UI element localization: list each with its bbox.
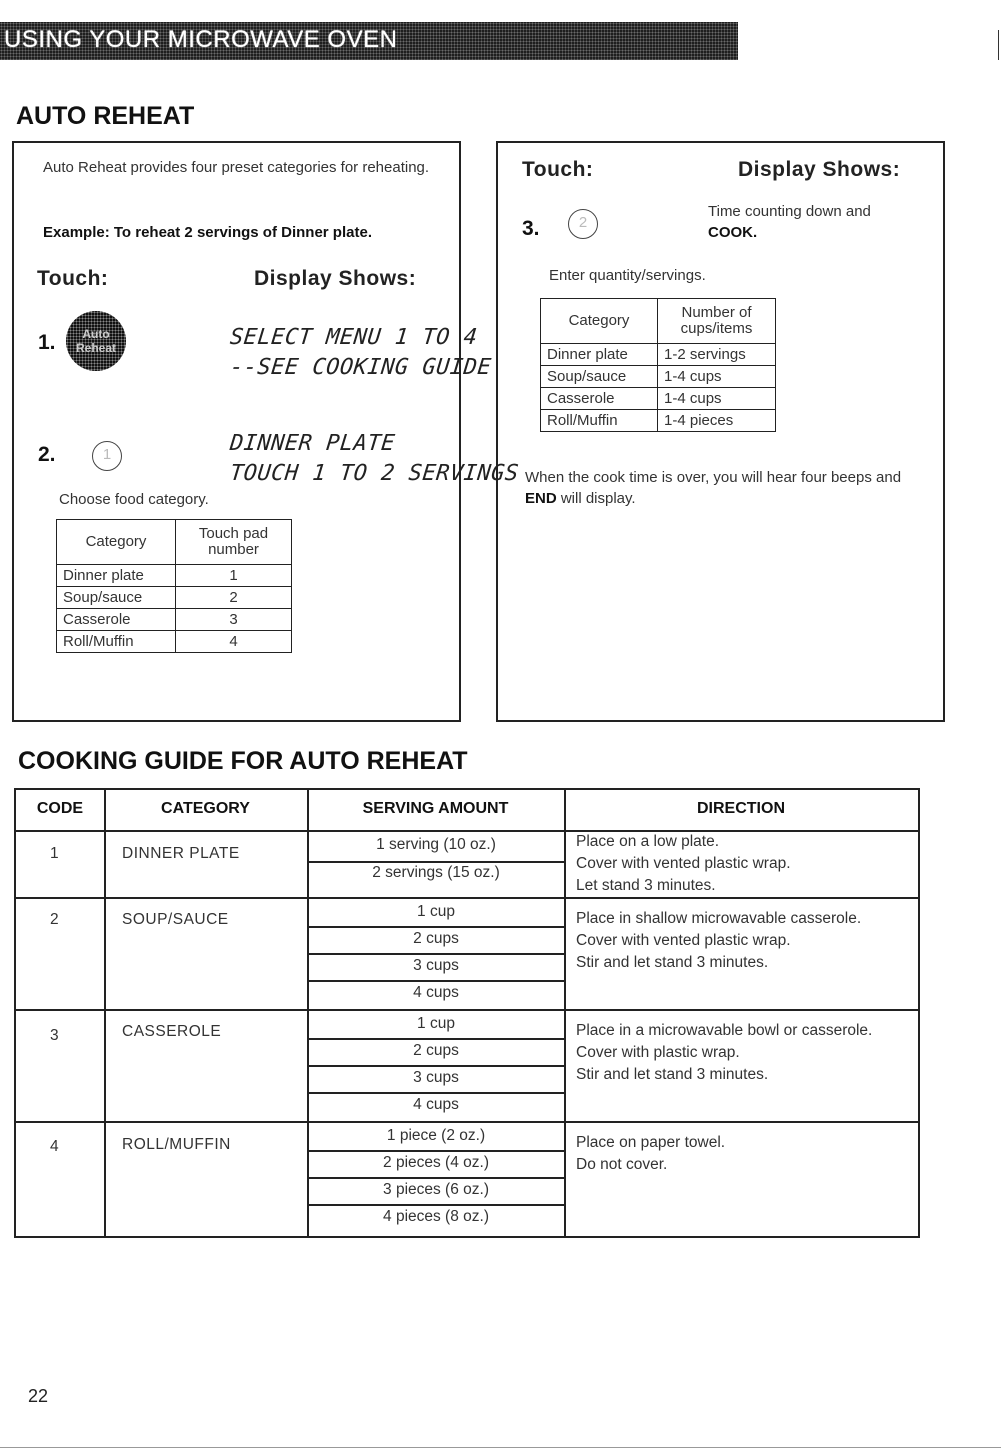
serving-item: 2 servings (15 oz.) bbox=[372, 864, 500, 881]
direction-line: Cover with vented plastic wrap. bbox=[576, 855, 791, 872]
table-cell: Dinner plate bbox=[541, 344, 658, 366]
auto-reheat-button-line1: Auto bbox=[82, 327, 110, 341]
step-2-number: 2. bbox=[38, 443, 56, 466]
section-header-title: USING YOUR MICROWAVE OVEN bbox=[4, 26, 398, 53]
serving-divider bbox=[307, 953, 564, 955]
category-roll-muffin: ROLL/MUFFIN bbox=[122, 1136, 231, 1153]
direction-line: Place in a microwavable bowl or casserole. bbox=[576, 1022, 873, 1039]
code-3: 3 bbox=[50, 1027, 60, 1044]
serving-divider bbox=[307, 1177, 564, 1179]
table-cell: 1-4 cups bbox=[658, 388, 776, 410]
header-code: CODE bbox=[36, 800, 84, 817]
table-cell: 1-4 cups bbox=[658, 366, 776, 388]
table-row bbox=[541, 366, 776, 388]
column-divider bbox=[104, 790, 106, 1236]
table-cell: 1-2 servings bbox=[658, 344, 776, 366]
direction-line: Place on a low plate. bbox=[576, 833, 720, 850]
serving-item: 2 pieces (4 oz.) bbox=[383, 1154, 489, 1171]
direction-line: Place in shallow microwavable casserole. bbox=[576, 910, 862, 927]
serving-divider bbox=[307, 1065, 564, 1067]
auto-reheat-button-line2: Reheat bbox=[75, 341, 116, 355]
footer-rule bbox=[0, 1447, 1001, 1448]
serving-item: 1 serving (10 oz.) bbox=[376, 836, 496, 853]
table-cell: Soup/sauce bbox=[57, 587, 176, 609]
example-text: Example: To reheat 2 servings of Dinner plate. bbox=[43, 224, 372, 241]
display-step2-line1: DINNER PLATE bbox=[228, 431, 397, 456]
end-note-suffix: will display. bbox=[556, 490, 636, 507]
header-category: CATEGORY bbox=[161, 800, 250, 817]
table-row bbox=[57, 609, 292, 631]
table-cell: 1-4 pieces bbox=[658, 410, 776, 432]
display-label: Display Shows: bbox=[254, 267, 417, 290]
cooking-guide-table bbox=[14, 788, 920, 1238]
touch-label: Touch: bbox=[37, 267, 109, 290]
auto-reheat-title: AUTO REHEAT bbox=[16, 102, 195, 130]
serving-divider bbox=[307, 861, 564, 863]
category-casserole: CASSEROLE bbox=[122, 1023, 222, 1040]
choose-category-note: Choose food category. bbox=[59, 491, 209, 508]
display-step1-line1: SELECT MENU 1 TO 4 bbox=[228, 325, 479, 350]
table-row bbox=[57, 565, 292, 587]
direction-line: Place on paper towel. bbox=[576, 1134, 726, 1151]
category-soup-sauce: SOUP/SAUCE bbox=[122, 911, 229, 928]
table-cell: Roll/Muffin bbox=[57, 631, 176, 653]
direction-casserole bbox=[576, 1020, 872, 1086]
serving-item: 4 cups bbox=[413, 984, 459, 1001]
row-divider bbox=[16, 897, 918, 899]
table-header-category: Category bbox=[57, 520, 176, 565]
number-key-2-icon[interactable]: 2 bbox=[568, 209, 598, 239]
direction-line: Let stand 3 minutes. bbox=[576, 877, 716, 894]
category-touchpad-table bbox=[56, 519, 292, 653]
header-divider bbox=[998, 30, 999, 60]
serving-item: 1 piece (2 oz.) bbox=[386, 1127, 486, 1144]
table-row bbox=[57, 631, 292, 653]
table-row bbox=[541, 344, 776, 366]
display-step3-line1: Time counting down and bbox=[708, 203, 871, 220]
cooking-guide-title: COOKING GUIDE FOR AUTO REHEAT bbox=[18, 747, 468, 775]
direction-line: Cover with plastic wrap. bbox=[576, 1044, 740, 1061]
header-serving-amount: SERVING AMOUNT bbox=[362, 800, 509, 817]
serving-item: 2 cups bbox=[413, 1042, 459, 1059]
table-cell: 4 bbox=[176, 631, 292, 653]
serving-item: 3 pieces (6 oz.) bbox=[383, 1181, 489, 1198]
step-3-number: 3. bbox=[522, 217, 540, 240]
table-cell: Roll/Muffin bbox=[541, 410, 658, 432]
direction-roll-muffin bbox=[576, 1132, 725, 1176]
serving-divider bbox=[307, 1150, 564, 1152]
touch-label-right: Touch: bbox=[522, 158, 594, 181]
row-divider bbox=[16, 1121, 918, 1123]
auto-reheat-button[interactable] bbox=[66, 311, 126, 371]
code-1: 1 bbox=[50, 845, 60, 862]
auto-reheat-left-panel bbox=[12, 141, 520, 722]
number-key-1-icon[interactable]: 1 bbox=[92, 441, 122, 471]
code-4: 4 bbox=[50, 1138, 60, 1155]
table-cell: 1 bbox=[176, 565, 292, 587]
end-note bbox=[525, 467, 905, 509]
table-row bbox=[541, 388, 776, 410]
table-cell: 3 bbox=[176, 609, 292, 631]
table-row bbox=[541, 410, 776, 432]
serving-divider bbox=[307, 1092, 564, 1094]
table-header-category: Category bbox=[541, 299, 658, 344]
display-step2-line2: TOUCH 1 TO 2 SERVINGS bbox=[228, 461, 520, 486]
enter-quantity-note: Enter quantity/servings. bbox=[549, 267, 706, 284]
end-note-text: When the cook time is over, you will hear four beeps and bbox=[525, 469, 902, 486]
direction-dinner-plate bbox=[576, 831, 791, 897]
end-note-end: END bbox=[525, 490, 557, 507]
section-header-bar bbox=[0, 22, 738, 60]
display-step3-line2: COOK. bbox=[708, 224, 758, 241]
table-cell: Casserole bbox=[541, 388, 658, 410]
display-label-right: Display Shows: bbox=[738, 158, 901, 181]
serving-item: 3 cups bbox=[413, 957, 459, 974]
direction-line: Stir and let stand 3 minutes. bbox=[576, 954, 769, 971]
direction-line: Cover with vented plastic wrap. bbox=[576, 932, 791, 949]
serving-divider bbox=[307, 1038, 564, 1040]
serving-divider bbox=[307, 1204, 564, 1206]
step-1-number: 1. bbox=[38, 331, 56, 354]
table-row bbox=[57, 587, 292, 609]
serving-item: 4 cups bbox=[413, 1096, 459, 1113]
table-cell: Casserole bbox=[57, 609, 176, 631]
column-divider bbox=[564, 790, 566, 1236]
page-number: 22 bbox=[28, 1386, 49, 1406]
serving-item: 3 cups bbox=[413, 1069, 459, 1086]
serving-item: 1 cup bbox=[417, 903, 455, 920]
serving-item: 4 pieces (8 oz.) bbox=[383, 1208, 489, 1225]
table-cell: 2 bbox=[176, 587, 292, 609]
auto-reheat-right-panel bbox=[496, 141, 945, 722]
direction-line: Stir and let stand 3 minutes. bbox=[576, 1066, 769, 1083]
row-divider bbox=[16, 1009, 918, 1011]
category-dinner-plate: DINNER PLATE bbox=[122, 845, 240, 862]
table-cell: Soup/sauce bbox=[541, 366, 658, 388]
category-quantity-table bbox=[540, 298, 776, 432]
table-cell: Dinner plate bbox=[57, 565, 176, 587]
table-header-touchpad: Touch pad number bbox=[176, 520, 292, 565]
direction-line: Do not cover. bbox=[576, 1156, 668, 1173]
display-step1-line2: --SEE COOKING GUIDE bbox=[228, 355, 493, 380]
code-2: 2 bbox=[50, 911, 60, 928]
header-direction: DIRECTION bbox=[697, 800, 785, 817]
table-header-number: Number of cups/items bbox=[658, 299, 776, 344]
serving-item: 1 cup bbox=[417, 1015, 455, 1032]
serving-item: 2 cups bbox=[413, 930, 459, 947]
direction-soup-sauce bbox=[576, 908, 861, 974]
serving-divider bbox=[307, 980, 564, 982]
serving-divider bbox=[307, 926, 564, 928]
intro-text: Auto Reheat provides four preset categories for reheating. bbox=[43, 159, 430, 176]
